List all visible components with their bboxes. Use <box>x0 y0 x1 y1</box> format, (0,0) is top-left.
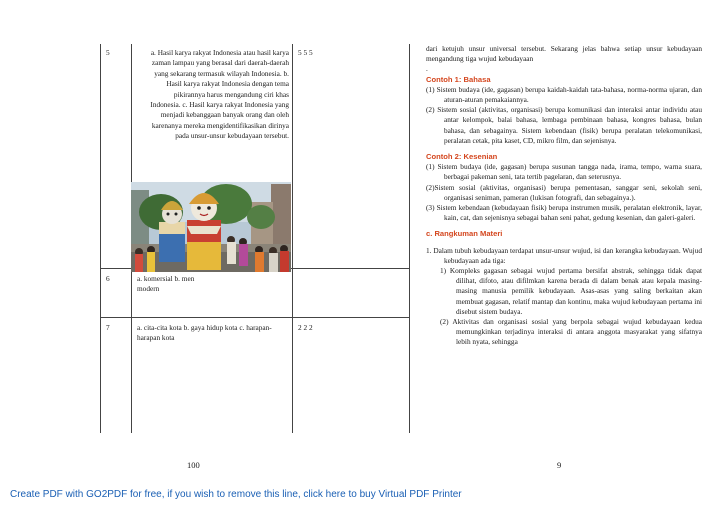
row-6-text <box>137 274 237 295</box>
row-7-text: a. cita-cita kota b. gaya hidup kota c. harapan-harapan kota <box>137 323 272 343</box>
separator-dot: . <box>426 64 428 74</box>
row-7-code: 2 2 2 <box>298 323 313 332</box>
page-number-left: 100 <box>187 460 200 470</box>
go2pdf-footer-link[interactable]: Create PDF with GO2PDF for free, if you wish to remove this line, click here to buy Virtual PDF Printer <box>10 489 462 500</box>
kesenian-item-1: (1) Sistem budaya (ide, gagasan) berupa susunan tangga nada, irama, tempo, warna suara, berbagai pakeman seni, tata tertib pagelaran, dan seterusnya. <box>426 162 702 182</box>
table-col-divider-2 <box>292 44 293 433</box>
row-5-code: 5 5 5 <box>298 48 313 57</box>
row-6-number: 6 <box>106 274 110 283</box>
row-6-text-line-1: a. komersial b. men <box>137 274 195 283</box>
heading-contoh-bahasa: Contoh 1: Bahasa <box>426 74 491 84</box>
page-number-right: 9 <box>557 460 562 470</box>
rangkuman-point-1: 1. Dalam tubuh kebudayaan terdapat unsur-unsur wujud, isi dan kerangka kebudayaan. Wujud kebudayaan ada tiga: <box>426 245 702 265</box>
row-6-text-line-2: modern <box>137 284 160 294</box>
table-border-right <box>409 44 410 433</box>
row-7-number: 7 <box>106 323 110 332</box>
row-5-number: 5 <box>106 48 110 57</box>
kesenian-item-3: (3) Sistem kebendaan (kebudayaan fisik) berupa instrumen musik, peralatan elektronik, layar, kain, cat, dan sejenisnya sebagai bahan seni pahat, gedung kesenian, dan galeri-galeri. <box>426 203 702 223</box>
rangkuman-subpoint-1: 1) Kompleks gagasan sebagai wujud pertama bersifat abstrak, sehingga tidak dapat dilihat, difoto, atau difilmkan karena berada di dalam benak atau kepala masing-masing manusia pemilik kebudayaan. Asas-asas yang saling berkaitan akan membuat gagasan, relatif mantap dan kontinu, maka wujud kebudayaan pertama ini disebut sistem budaya. <box>440 266 702 316</box>
bahasa-item-2: (2) Sistem sosial (aktivitas, organisasi) berupa komunikasi dan interaksi antar individu atau antar kelompok, balai bahasa, lembaga pembinaan bahasa, kongres bahasa, bulan bahasa, dan sebagainya. Sistem kebendaan (fisik) berupa peralatan telekomunikasi, peralatan cetak, pita kaset, CD, mikro film, dan sejenisnya. <box>426 105 702 145</box>
heading-contoh-kesenian: Contoh 2: Kesenian <box>426 152 498 162</box>
ondel-ondel-illustration <box>131 182 291 272</box>
bahasa-item-1: (1) Sistem budaya (ide, gagasan) berupa kaidah-kaidah tata-bahasa, norma-norma ujaran, dan aturan-aturan pemakaiannya. <box>426 84 702 105</box>
heading-rangkuman-materi: c. Rangkuman Materi <box>426 229 503 239</box>
table-border-left <box>100 44 101 433</box>
intro-paragraph: dari ketujuh unsur universal tersebut. Sekarang jelas bahwa setiap unsur kebudayaan mengandung tiga wujud kebudayaan <box>426 44 702 64</box>
row-5-text: a. Hasil karya rakyat Indonesia atau hasil karya zaman lampau yang berasal dari daerah-daerah yang sekarang termasuk wilayah Indonesia. b. Hasil karya rakyat Indonesia dengan tema pikirannya harus mengandung ciri khas Indonesia. c. Hasil karya rakyat Indonesia yang menjadi kebanggaan banyak orang dan oleh karenanya mereka mengidentifikasikan dirinya pada unsur-unsur kebudayaan tersebut. <box>150 48 289 141</box>
table-row-divider-2 <box>100 317 410 318</box>
kesenian-item-2: (2)Sistem sosial (aktivitas, organisasi) berupa pementasan, sanggar seni, sekolah seni, organisasi seniman, pameran (lukisan fotografi, dan sebagainya.). <box>426 182 702 202</box>
right-column <box>426 44 702 348</box>
ondel-ondel-photo <box>131 182 291 272</box>
rangkuman-subpoint-2: (2) Aktivitas dan organisasi sosial yang berpola sebagai wujud kebudayaan kedua memungkinkan terjadinya interaksi di antara anggota masyarakat yang sifatnya lebih nyata, sehingga <box>440 317 702 347</box>
